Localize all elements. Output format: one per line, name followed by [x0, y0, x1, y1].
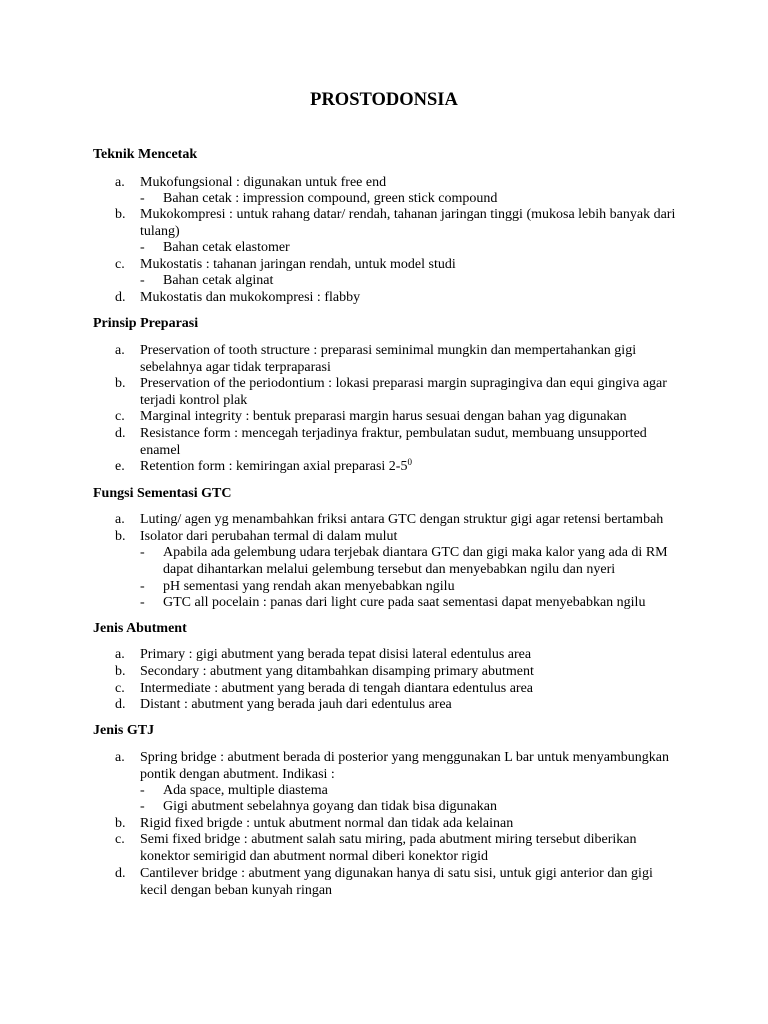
list-marker: d.: [115, 697, 126, 712]
list-marker: a.: [115, 750, 125, 765]
list-item-text: Primary : gigi abutment yang berada tepat disisi lateral edentulus area: [140, 647, 532, 662]
list-item: [115, 207, 680, 240]
list-item-text: Spring bridge : abutment berada di posterior yang menggunakan L bar untuk menyambungkan pontik dengan abutment. Indikasi :: [140, 750, 670, 782]
list-marker: e.: [115, 459, 125, 474]
sub-list-item: [140, 783, 680, 800]
list-item-text: Resistance form : mencegah terjadinya fraktur, pembulatan sudut, membuang unsupported enamel: [140, 426, 647, 458]
list-item: [115, 426, 680, 459]
sub-list-marker: -: [140, 595, 145, 610]
list-marker: a.: [115, 647, 125, 662]
list-item-text: Distant : abutment yang berada jauh dari edentulus area: [140, 697, 452, 712]
list-item: [115, 816, 680, 833]
list-item: [115, 832, 680, 865]
section-heading-jenis-abutment: Jenis Abutment: [93, 621, 187, 636]
sub-list-item: [140, 579, 680, 596]
sub-list-item: [140, 240, 680, 257]
list-item-text-row: [140, 459, 680, 476]
sub-list-marker: -: [140, 273, 145, 288]
list-item-text: Preservation of tooth structure : preparasi seminimal mungkin dan mempertahankan gigi sebelahnya agar tidak terpraparasi: [140, 343, 637, 375]
list-marker: c.: [115, 409, 125, 424]
list-marker: d.: [115, 866, 126, 881]
list-marker: c.: [115, 257, 125, 272]
list-item: [115, 512, 680, 529]
list-marker: d.: [115, 290, 126, 305]
list-item: [115, 529, 680, 546]
sub-list-item: [140, 191, 680, 208]
section-heading-jenis-gtj: Jenis GTJ: [93, 723, 155, 738]
list-item: [115, 343, 680, 376]
section-heading-teknik-mencetak: Teknik Mencetak: [93, 147, 198, 162]
sub-list-marker: -: [140, 191, 145, 206]
list-marker: a.: [115, 343, 125, 358]
list-item: [115, 664, 680, 681]
sub-list-item: [140, 595, 680, 612]
list-item: [115, 376, 680, 409]
list-item-text: Mukostatis dan mukokompresi : flabby: [140, 290, 361, 305]
sub-list-marker: -: [140, 240, 145, 255]
list-marker: b.: [115, 207, 126, 222]
list-marker: a.: [115, 512, 125, 527]
list-item-text: Mukostatis : tahanan jaringan rendah, untuk model studi: [140, 257, 456, 272]
list-marker: b.: [115, 664, 126, 679]
sub-list-item: [140, 799, 680, 816]
list-item: [115, 175, 680, 192]
section-heading-fungsi-sementasi-gtc: Fungsi Sementasi GTC: [93, 486, 232, 501]
list-marker: b.: [115, 816, 126, 831]
list-item-text: Mukokompresi : untuk rahang datar/ rendah, tahanan jaringan tinggi (mukosa lebih banyak dari tulang): [140, 207, 676, 239]
list-item: [115, 459, 680, 476]
list-item-text: Cantilever bridge : abutment yang digunakan hanya di satu sisi, untuk gigi anterior dan gigi kecil dengan beban kunyah ringan: [140, 866, 653, 898]
sub-list-item-text: Bahan cetak : impression compound, green stick compound: [163, 191, 498, 206]
list-item-text: Isolator dari perubahan termal di dalam mulut: [140, 529, 398, 544]
list-item: [115, 681, 680, 698]
sub-list-item-text: Ada space, multiple diastema: [163, 783, 328, 798]
list-item: [115, 647, 680, 664]
sub-list-item: [140, 545, 680, 578]
section-heading-prinsip-preparasi: Prinsip Preparasi: [93, 316, 199, 331]
degree-superscript: 0: [407, 457, 412, 467]
sub-list-item: [140, 273, 680, 290]
sub-list-item-text: Bahan cetak alginat: [163, 273, 274, 288]
sub-list-marker: -: [140, 545, 145, 560]
sub-list-marker: -: [140, 783, 145, 798]
list-item: [115, 866, 680, 899]
list-item-text: Retention form : kemiringan axial preparasi 2-5: [140, 459, 408, 474]
sub-list-marker: -: [140, 799, 145, 814]
sub-list-marker: -: [140, 579, 145, 594]
list-marker: a.: [115, 175, 125, 190]
list-marker: b.: [115, 376, 126, 391]
list-item: [115, 290, 680, 307]
sub-list-item-text: Bahan cetak elastomer: [163, 240, 290, 255]
list-marker: b.: [115, 529, 126, 544]
list-item: [115, 750, 680, 783]
sub-list-item-text: pH sementasi yang rendah akan menyebabkan ngilu: [163, 579, 455, 594]
list-item-text: Preservation of the periodontium : lokasi preparasi margin supragingiva dan equi gingiva agar terjadi kontrol plak: [140, 376, 667, 408]
list-item-text: Luting/ agen yg menambahkan friksi antara GTC dengan struktur gigi agar retensi bertambah: [140, 512, 664, 527]
list-item-text: Intermediate : abutment yang berada di tengah diantara edentulus area: [140, 681, 533, 696]
page-title: PROSTODONSIA: [310, 90, 458, 110]
list-item: [115, 697, 680, 714]
list-item: [115, 409, 680, 426]
list-item-text: Mukofungsional : digunakan untuk free end: [140, 175, 387, 190]
list-item-text: Rigid fixed brigde : untuk abutment normal dan tidak ada kelainan: [140, 816, 514, 831]
list-item-text: Semi fixed bridge : abutment salah satu miring, pada abutment miring tersebut diberikan konektor semirigid dan abutment normal diberi konektor rigid: [140, 832, 637, 864]
list-marker: d.: [115, 426, 126, 441]
sub-list-item-text: Apabila ada gelembung udara terjebak diantara GTC dan gigi maka kalor yang ada di RM dapat dihantarkan melalui gelembung tersebut dan menyebabkan ngilu dan nyeri: [163, 545, 668, 577]
list-item-text: Secondary : abutment yang ditambahkan disamping primary abutment: [140, 664, 534, 679]
list-item: [115, 257, 680, 274]
list-marker: c.: [115, 681, 125, 696]
list-item-text: Marginal integrity : bentuk preparasi margin harus sesuai dengan bahan yag digunakan: [140, 409, 627, 424]
list-marker: c.: [115, 832, 125, 847]
sub-list-item-text: GTC all pocelain : panas dari light cure pada saat sementasi dapat menyebabkan ngilu: [163, 595, 646, 610]
sub-list-item-text: Gigi abutment sebelahnya goyang dan tidak bisa digunakan: [163, 799, 497, 814]
